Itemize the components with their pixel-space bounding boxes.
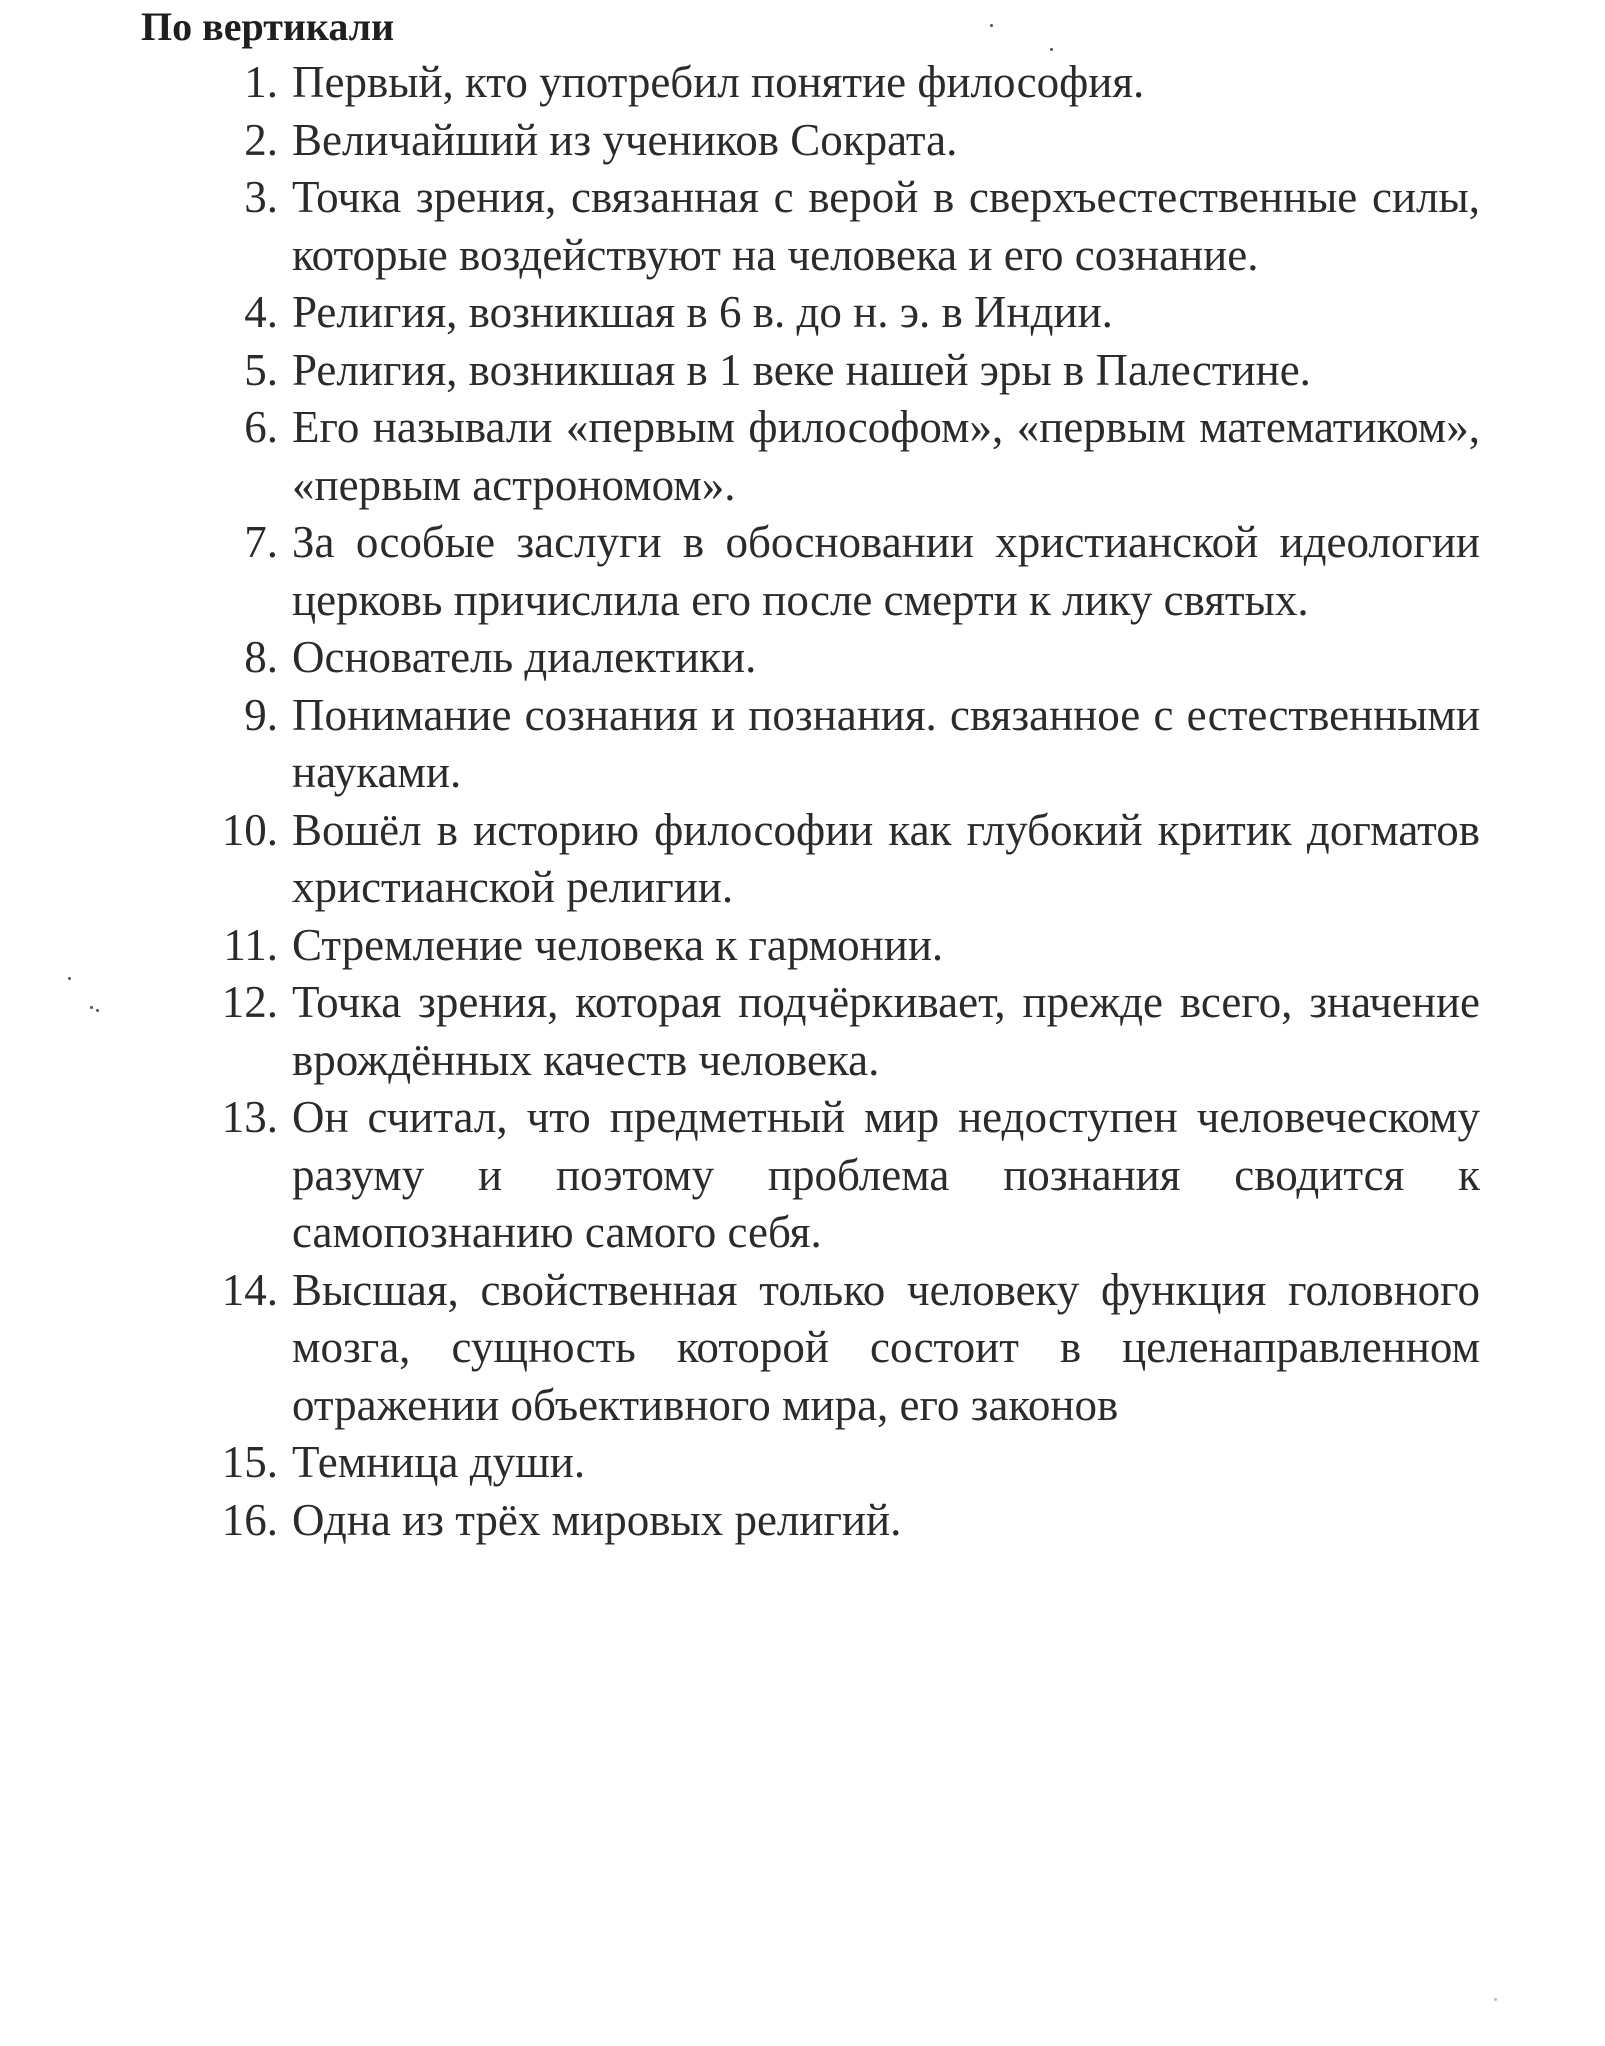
clue-number: 8. <box>244 632 278 682</box>
clue-item <box>196 1262 1480 1435</box>
clue-text: Темница души. <box>292 1437 586 1487</box>
clue-number: 3. <box>244 172 278 222</box>
page-heading: По вертикали <box>141 4 395 49</box>
scan-speck <box>68 977 71 980</box>
clue-number: 11. <box>223 919 278 970</box>
clue-number: 7. <box>244 517 278 567</box>
clue-item <box>196 169 1480 284</box>
clue-text: Точка зрения, связанная с верой в сверхъестественные силы, которые воздействуют на человека и его сознание. <box>292 172 1480 280</box>
clue-list <box>196 54 1480 1549</box>
clue-text: Первый, кто употребил понятие философия. <box>292 57 1145 107</box>
clue-number: 2. <box>244 114 278 165</box>
clue-text: Религия, возникшая в 6 в. до н. э. в Индии. <box>292 287 1113 337</box>
clue-text: Стремление человека к гармонии. <box>292 919 944 970</box>
clue-text: Одна из трёх мировых религий. <box>292 1494 902 1545</box>
clue-number: 1. <box>244 57 278 107</box>
clue-item <box>196 974 1480 1089</box>
clue-item <box>196 514 1480 629</box>
clue-item <box>196 284 1480 342</box>
clue-number: 10. <box>221 804 278 855</box>
clue-item <box>196 399 1480 514</box>
clue-text: Основатель диалектики. <box>292 632 757 682</box>
clue-item <box>196 112 1480 170</box>
clue-text: Точка зрения, которая подчёркивает, прежде всего, значение врождённых качеств человека. <box>292 977 1480 1085</box>
clue-number: 9. <box>244 689 278 740</box>
clue-item <box>196 342 1480 400</box>
clue-number: 4. <box>244 287 278 337</box>
clue-text: Понимание сознания и познания. связанное с естественными науками. <box>292 689 1480 797</box>
clue-number: 15. <box>221 1437 278 1487</box>
clue-number: 14. <box>221 1264 278 1315</box>
scan-speck <box>1050 48 1053 51</box>
clue-number: 12. <box>221 977 278 1027</box>
clue-item <box>196 1434 1480 1492</box>
clue-item <box>196 687 1480 802</box>
clue-item <box>196 1089 1480 1262</box>
clue-text: Его называли «первым философом», «первым математиком», «первым астрономом». <box>292 402 1480 510</box>
clue-text: Религия, возникшая в 1 веке нашей эры в Палестине. <box>292 344 1311 395</box>
clue-number: 5. <box>244 344 278 395</box>
clue-item <box>196 54 1480 112</box>
scan-speck <box>96 1009 99 1012</box>
clue-text: За особые заслуги в обосновании христианской идеологии церковь причислила его после смерти к лику святых. <box>292 517 1480 625</box>
scan-speck <box>1494 1998 1497 2001</box>
scan-speck <box>90 1006 93 1009</box>
clue-text: Он считал, что предметный мир недоступен человеческому разуму и поэтому проблема познания сводится к самопознанию самого себя. <box>292 1092 1480 1257</box>
scan-speck <box>990 24 993 27</box>
clue-item <box>196 802 1480 917</box>
clue-number: 13. <box>221 1092 278 1142</box>
clue-item <box>196 629 1480 687</box>
clue-item <box>196 1492 1480 1550</box>
clue-item <box>196 917 1480 975</box>
clue-number: 16. <box>221 1494 278 1545</box>
clue-text: Высшая, свойственная только человеку функция головного мозга, сущность которой состоит в целенаправленном отражении объективного мира, его законов <box>292 1264 1480 1430</box>
clue-number: 6. <box>244 402 278 452</box>
clue-text: Величайший из учеников Сократа. <box>292 114 958 165</box>
clue-text: Вошёл в историю философии как глубокий критик догматов христианской религии. <box>292 804 1480 912</box>
